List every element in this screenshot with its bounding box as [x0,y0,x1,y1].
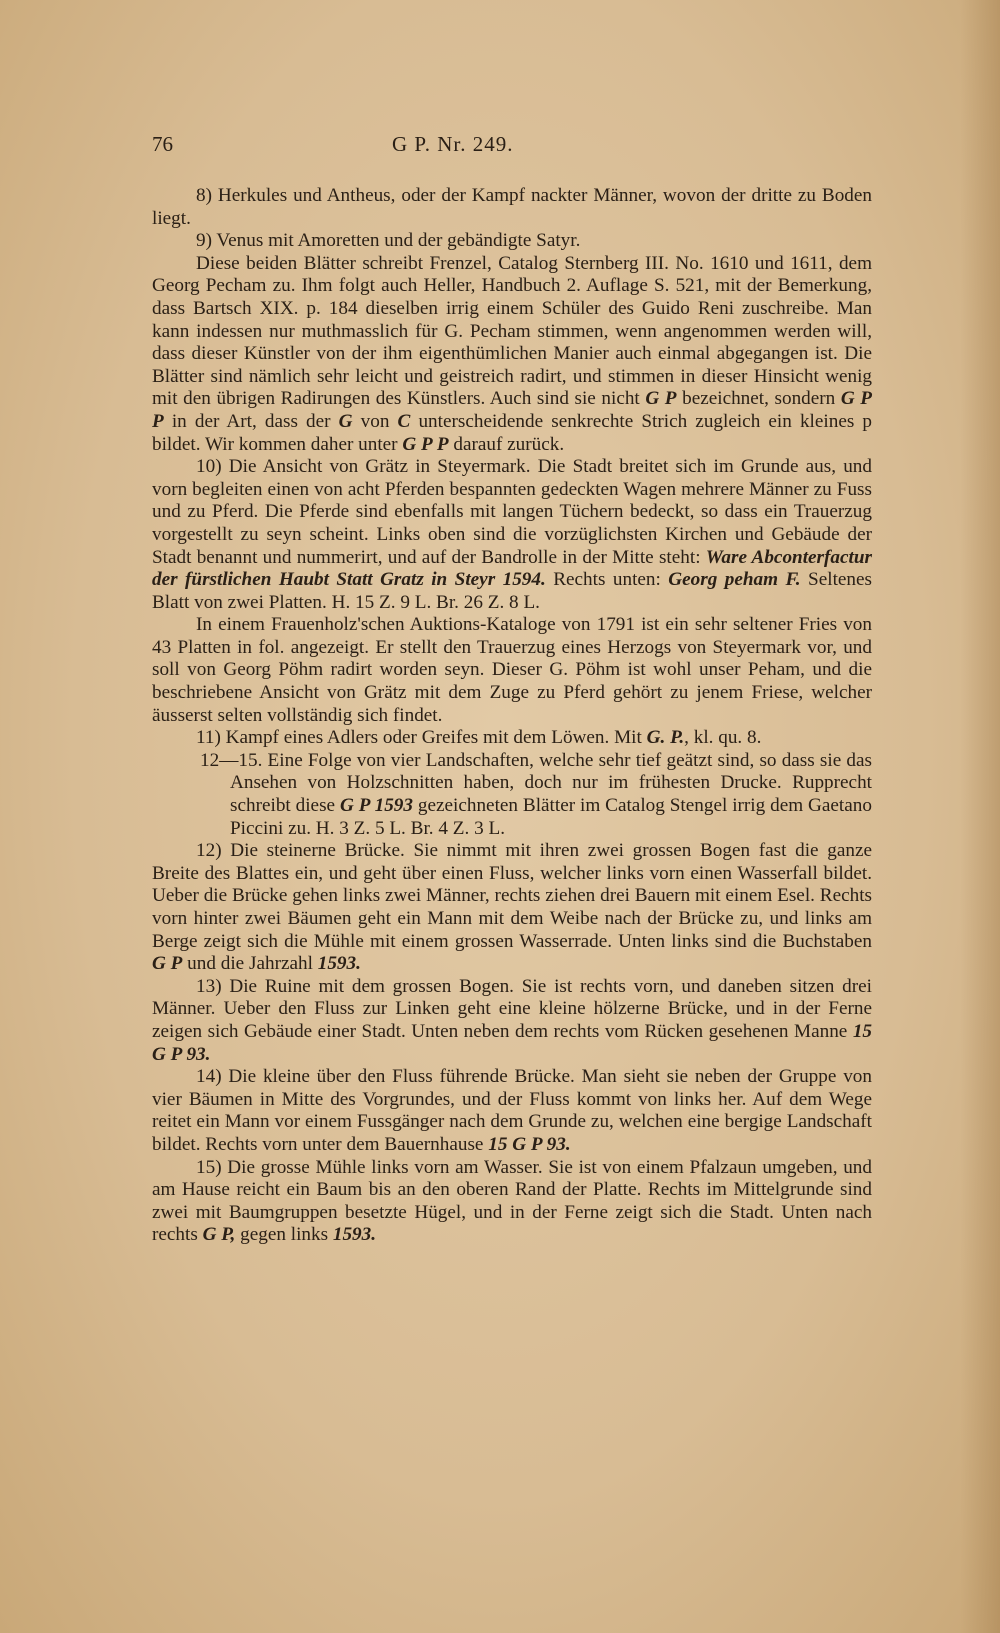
page-number: 76 [152,132,173,156]
entry-9-note: Diese beiden Blätter schreibt Frenzel, Catalog Sternberg III. No. 1610 und 1611, dem Georg Pecham zu. Ihm folgt auch Heller, Handbuch 2. Auflage S. 521, mit der Bemerkung, dass Bartsch XIX. p. 184 dieselben irrig einem Schüler des Guido Reni zuschreibe. Man kann indessen nur muthmasslich für G. Pecham stimmen, wenn angenommen werden will, dass dieser Künstler von der ihm eigenthümlichen Manier auch einmal abgegangen ist. Die Blätter sind nämlich sehr leicht und geistreich radirt, und stimmen in dieser Hinsicht wenig mit den übrigen Radirungen des Künstlers. Auch sind sie nicht G P bezeichnet, sondern G P P in der Art, dass der G von C unterscheidende senkrechte Strich zugleich ein kleines p bildet. Wir kommen daher unter G P P darauf zurück. [152,252,873,455]
entry-8: 8) Herkules und Antheus, oder der Kampf nackter Männer, wovon der dritte zu Boden liegt. [152,185,872,229]
page-header [152,132,872,172]
book-page [152,132,872,1247]
entry-13: 13) Die Ruine mit dem grossen Bogen. Sie ist rechts vorn, und daneben sitzen drei Männer. Ueber den Fluss zur Linken geht eine kleine hölzerne Brücke, und in der Ferne zeigen sich Gebäude einer Stadt. Unten neben dem rechts vom Rücken gesehenen Manne 15 G P 93. [152,975,872,1065]
running-title: G P. Nr. 249. [392,132,514,156]
entry-10-note: In einem Frauenholz'schen Auktions-Kataloge von 1791 ist ein sehr seltener Fries von 43 Platten in fol. angezeigt. Er stellt den Trauerzug eines Herzogs von Steyermark vor, und soll von Georg Pöhm radirt worden seyn. Dieser G. Pöhm ist wohl unser Peham, und die beschriebene Ansicht von Grätz mit dem Zuge zu Pferd gehört zu jenem Friese, welcher äusserst selten vollständig sich findet. [152,614,872,726]
entry-10: 10) Die Ansicht von Grätz in Steyermark. Die Stadt breitet sich im Grunde aus, und vorn begleiten einen von acht Pferden bespannten gedeckten Wagen mehrere Männer zu Fuss und zu Pferd. Die Pferde sind ebenfalls mit langen Tüchern bedeckt, so dass ein Trauerzug vorgestellt zu seyn scheint. Links oben sind die vorzüglichsten Kirchen und Gebäude der Stadt benannt und nummerirt, und auf der Bandrolle in der Mitte steht: Ware Abconterfactur der fürstlichen Haubt Statt Gratz in Steyr 1594. Rechts unten: Georg peham F. Seltenes Blatt von zwei Platten. H. 15 Z. 9 L. Br. 26 Z. 8 L. [152,456,872,613]
body-text [152,185,872,1247]
page-edge-shadow [960,0,1000,1633]
entry-12-15: 12—15. Eine Folge von vier Landschaften, welche sehr tief geätzt sind, so dass sie das Ansehen von Holzschnitten haben, doch nur im frühesten Drucke. Rupprecht schreibt diese G P 1593 gezeichneten Blätter im Catalog Stengel irrig dem Gaetano Piccini zu. H. 3 Z. 5 L. Br. 4 Z. 3 L. [200,749,872,839]
entry-12: 12) Die steinerne Brücke. Sie nimmt mit ihren zwei grossen Bogen fast die ganze Breite des Blattes ein, und geht über einen Fluss, welcher links vorn einen Wasserfall bildet. Ueber die Brücke gehen links zwei Männer, rechts ziehen drei Bauern mit einem Esel. Rechts vorn hinter zwei Bäumen geht ein Mann mit dem Weibe nach der Brücke zu, und links am Berge zeigt sich die Mühle mit einem grossen Wasserrade. Unten links sind die Buchstaben G P und die Jahrzahl 1593. [152,840,872,975]
entry-15: 15) Die grosse Mühle links vorn am Wasser. Sie ist von einem Pfalzaun umgeben, und am Hause reicht ein Baum bis an den oberen Rand der Platte. Rechts im Mittelgrunde sind zwei mit Baumgruppen besetzte Hügel, und in der Ferne zeigt sich die Stadt. Unten nach rechts G P, gegen links 1593. [152,1156,872,1246]
entry-9: 9) Venus mit Amoretten und der gebändigte Satyr. [196,230,581,252]
entry-14: 14) Die kleine über den Fluss führende Brücke. Man sieht sie neben der Gruppe von vier Bäumen in Mitte des Vorgrundes, und der Fluss kommt von links her. Auf dem Wege reitet ein Mann vor einem Fussgänger nach dem Grunde zu, welchen eine bergige Landschaft bildet. Rechts vorn unter dem Bauernhause 15 G P 93. [152,1066,872,1155]
entry-11: 11) Kampf eines Adlers oder Greifes mit dem Löwen. Mit G. P., kl. qu. 8. [196,727,762,749]
